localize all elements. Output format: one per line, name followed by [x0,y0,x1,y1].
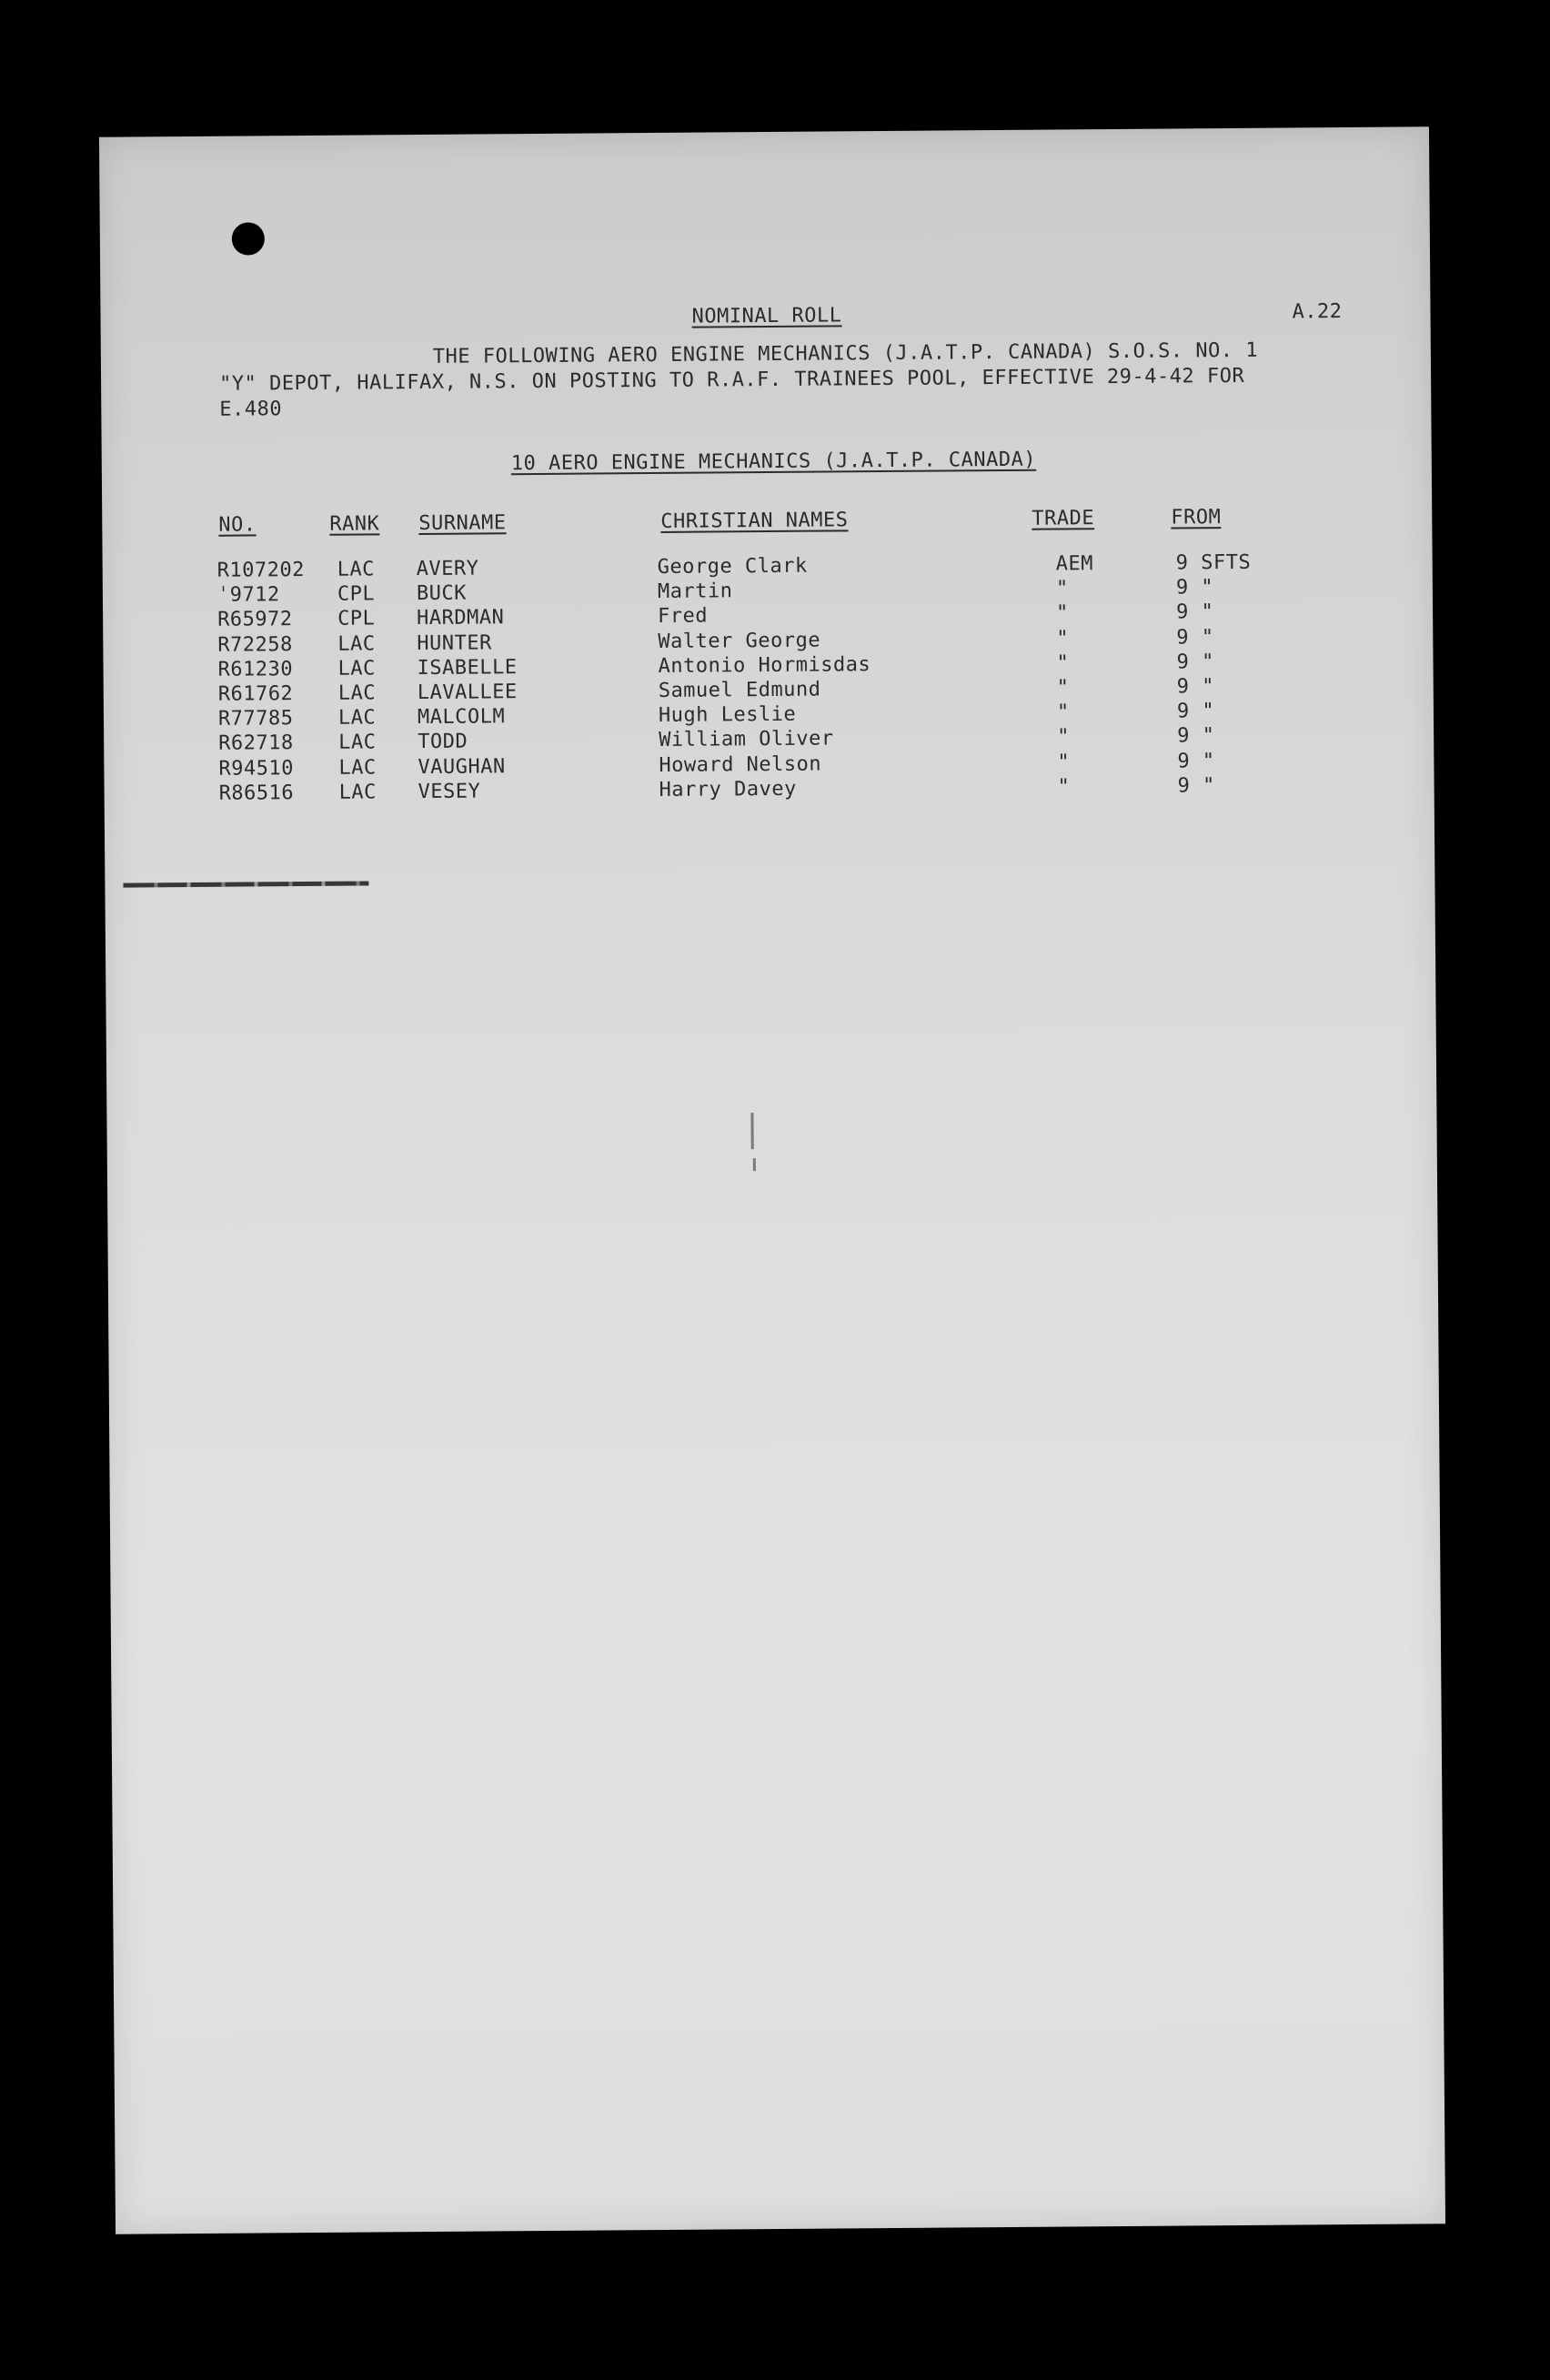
cell-surname: MALCOLM [417,705,506,730]
cell-surname: BUCK [416,581,468,606]
cell-from: 9 " [1176,700,1215,723]
cell-from: 9 " [1177,749,1215,773]
cell-surname: LAVALLEE [417,681,518,705]
punch-hole [232,222,265,255]
cell-surname: HUNTER [417,630,492,655]
cell-christian-names: Hugh Leslie [658,702,797,728]
cell-from: 9 " [1177,773,1215,798]
cell-surname: VESEY [418,780,481,803]
torn-rule-line [123,881,368,887]
cell-rank: LAC [337,681,377,705]
column-header-no: NO. [218,513,257,537]
cell-from: 9 " [1176,650,1214,674]
cell-no: R86516 [218,781,295,805]
cell-rank: LAC [337,706,377,730]
cell-surname: AVERY [416,557,479,581]
heading-line-3: E.480 [219,398,283,421]
cell-rank: LAC [337,558,376,581]
cell-surname: HARDMAN [417,606,505,630]
cell-trade: " [1057,775,1071,799]
cell-from: 9 SFTS [1175,550,1252,575]
cell-trade: AEM [1055,552,1094,576]
cell-no: R61230 [217,657,294,681]
cell-rank: LAC [338,781,377,804]
cell-surname: VAUGHAN [418,754,506,779]
cell-rank: LAC [338,731,377,755]
paper-mark [750,1113,753,1149]
cell-no: R107202 [216,559,306,582]
cell-trade: " [1056,676,1070,700]
paper-mark [753,1158,756,1171]
cell-from: 9 " [1176,600,1214,624]
cell-christian-names: Walter George [658,629,821,653]
cell-trade: " [1056,701,1070,724]
cell-surname: TODD [418,731,468,754]
cell-trade: " [1057,725,1071,749]
cell-christian-names: George Clark [657,554,808,579]
cell-trade: " [1056,627,1070,650]
column-header-surname: SURNAME [418,511,507,536]
cell-from: 9 " [1177,724,1215,748]
cell-no: R77785 [217,707,294,731]
cell-rank: LAC [337,632,376,656]
document-title: NOMINAL ROLL [691,304,842,328]
cell-from: 9 " [1176,625,1214,650]
cell-no: ˈ9712 [216,583,280,607]
heading-line-2: "Y" DEPOT, HALIFAX, N.S. ON POSTING TO R.A.F. TRAINEES POOL, EFFECTIVE 29-4-42 FOR [219,364,1245,396]
cell-no: R72258 [217,632,293,657]
cell-no: R94510 [218,756,295,781]
cell-rank: CPL [337,607,376,631]
cell-christian-names: Harry Davey [659,777,797,802]
heading-line-1: THE FOLLOWING AERO ENGINE MECHANICS (J.A.T.P. CANADA) S.O.S. NO. 1 [432,338,1259,368]
cell-christian-names: Martin [657,580,733,604]
cell-christian-names: William Oliver [659,727,834,752]
cell-no: R62718 [218,731,294,756]
column-header-christian-names: CHRISTIAN NAMES [660,509,849,533]
document-reference: A.22 [1292,300,1343,324]
column-header-trade: TRADE [1032,507,1095,530]
cell-from: 9 " [1175,576,1214,600]
cell-trade: " [1057,751,1071,774]
cell-rank: LAC [338,755,377,780]
cell-surname: ISABELLE [417,655,518,680]
cell-christian-names: Fred [658,604,709,629]
paper-sheet [99,126,1445,2234]
cell-from: 9 " [1176,675,1215,699]
cell-no: R65972 [217,608,293,632]
column-header-from: FROM [1171,506,1222,529]
cell-christian-names: Samuel Edmund [658,678,821,702]
cell-rank: LAC [337,657,376,681]
cell-no: R61762 [217,682,294,706]
cell-trade: " [1056,651,1070,675]
cell-christian-names: Antonio Hormisdas [658,652,871,678]
cell-trade: " [1056,601,1069,625]
cell-rank: CPL [337,582,376,606]
column-header-rank: RANK [329,512,380,536]
cell-christian-names: Howard Nelson [659,752,822,777]
cell-trade: " [1055,577,1069,600]
section-subtitle: 10 AERO ENGINE MECHANICS (J.A.T.P. CANADA) [510,448,1037,476]
